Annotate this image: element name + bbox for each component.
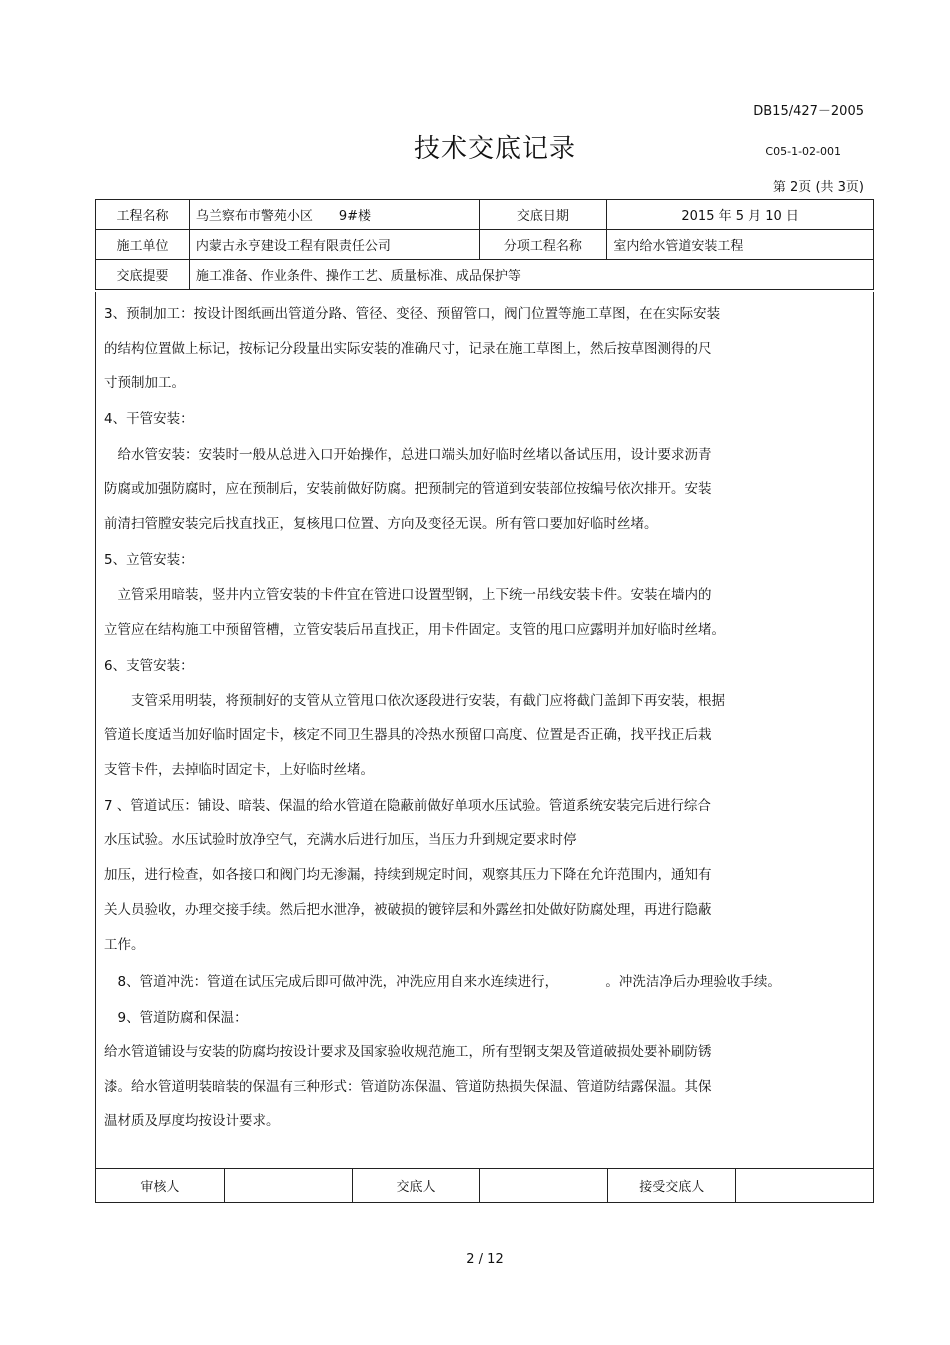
- content-line: 8、管道冲洗：管道在试压完成后即可做冲洗，冲洗应用自来水连续进行， 。冲洗洁净后办理验收手续。: [104, 974, 781, 990]
- content-line: 前清扫管膛安装完后找直找正，复核甩口位置、方向及变径无误。所有管口要加好临时丝堵。: [104, 516, 658, 532]
- content-line: 支管采用明装，将预制好的支管从立管甩口依次逐段进行安装，有截门应将截门盖卸下再安装，根据: [104, 693, 725, 709]
- standard-code: DB15/427－2005: [753, 104, 864, 119]
- content-line: 7 、管道试压：铺设、暗装、保温的给水管道在隐蔽前做好单项水压试验。管道系统安装完后进行综合: [104, 798, 711, 814]
- document-code: C05-1-02-001: [765, 145, 841, 158]
- content-line: 5、立管安装：: [104, 552, 194, 568]
- table-row: [96, 1169, 874, 1203]
- content-line: 立管应在结构施工中预留管槽，立管安装后吊直找正，用卡件固定。支管的甩口应露明并加好临时丝堵。: [104, 622, 725, 638]
- content-line: 支管卡件，去掉临时固定卡，上好临时丝堵。: [104, 762, 374, 778]
- content-line: 防腐或加强防腐时，应在预制后，安装前做好防腐。把预制完的管道到安装部位按编号依次排开。安装: [104, 481, 712, 497]
- subproject-label: 分项工程名称: [479, 230, 607, 260]
- content-line: 6、支管安装：: [104, 658, 194, 674]
- content-line: 寸预制加工。: [104, 375, 185, 391]
- content-line: 温材质及厚度均按设计要求。: [104, 1113, 280, 1129]
- summary-value: 施工准备、作业条件、操作工艺、质量标准、成品保护等: [189, 260, 873, 290]
- page-number: 2 / 12: [466, 1252, 504, 1267]
- builder-value: 内蒙古永亨建设工程有限责任公司: [189, 230, 479, 260]
- content-line: 9、管道防腐和保温：: [104, 1010, 248, 1026]
- document-title: 技术交底记录: [413, 134, 576, 164]
- reviewer-field: [224, 1169, 352, 1203]
- content-line: 3、预制加工：按设计图纸画出管道分路、管径、变径、预留管口，阀门位置等施工草图，在在实际安装: [104, 306, 721, 322]
- signature-table: [95, 1168, 874, 1203]
- disclosure-date-value: 2015 年 5 月 10 日: [607, 200, 874, 230]
- content-line: 给水管道铺设与安装的防腐均按设计要求及国家验收规范施工，所有型钢支架及管道破损处要补刷防锈: [104, 1044, 712, 1060]
- project-name-value: 乌兰察布市警苑小区 9#楼: [189, 200, 479, 230]
- content-line: 给水管安装：安装时一般从总进入口开始操作，总进口端头加好临时丝堵以备试压用，设计要求沥青: [104, 447, 712, 463]
- content-line: 漆。给水管道明装暗装的保温有三种形式：管道防冻保温、管道防热损失保温、管道防结露保温。其保: [104, 1079, 712, 1095]
- content-line: 关人员验收，办理交接手续。然后把水泄净，被破损的镀锌层和外露丝扣处做好防腐处理，再进行隐蔽: [104, 902, 712, 918]
- table-row: [96, 200, 874, 230]
- info-table: [95, 199, 874, 290]
- discloser-label: 交底人: [352, 1169, 480, 1203]
- summary-label: 交底提要: [96, 260, 190, 290]
- builder-label: 施工单位: [96, 230, 190, 260]
- content-line: 加压，进行检查，如各接口和阀门均无渗漏，持续到规定时间，观察其压力下降在允许范围内，通知有: [104, 867, 712, 883]
- subproject-value: 室内给水管道安装工程: [607, 230, 874, 260]
- table-row: [96, 230, 874, 260]
- content-line: 水压试验。水压试验时放净空气，充满水后进行加压，当压力升到规定要求时停: [104, 832, 577, 848]
- content-line: 管道长度适当加好临时固定卡，核定不同卫生器具的冷热水预留口高度、位置是否正确，找平找正后栽: [104, 727, 712, 743]
- content-line: 工作。: [104, 937, 145, 953]
- content-line: 立管采用暗装，竖井内立管安装的卡件宜在管进口设置型钢，上下统一吊线安装卡件。安装在墙内的: [104, 587, 712, 603]
- discloser-field: [480, 1169, 608, 1203]
- receiver-label: 接受交底人: [608, 1169, 736, 1203]
- disclosure-date-label: 交底日期: [479, 200, 607, 230]
- content-line: 的结构位置做上标记，按标记分段量出实际安装的准确尺寸，记录在施工草图上，然后按草图测得的尺: [104, 341, 712, 357]
- project-name-label: 工程名称: [96, 200, 190, 230]
- table-row: [96, 260, 874, 290]
- reviewer-label: 审核人: [96, 1169, 225, 1203]
- receiver-field: [736, 1169, 874, 1203]
- page-info: 第 2页 (共 3页): [772, 180, 864, 195]
- content-line: 4、干管安装：: [104, 411, 194, 427]
